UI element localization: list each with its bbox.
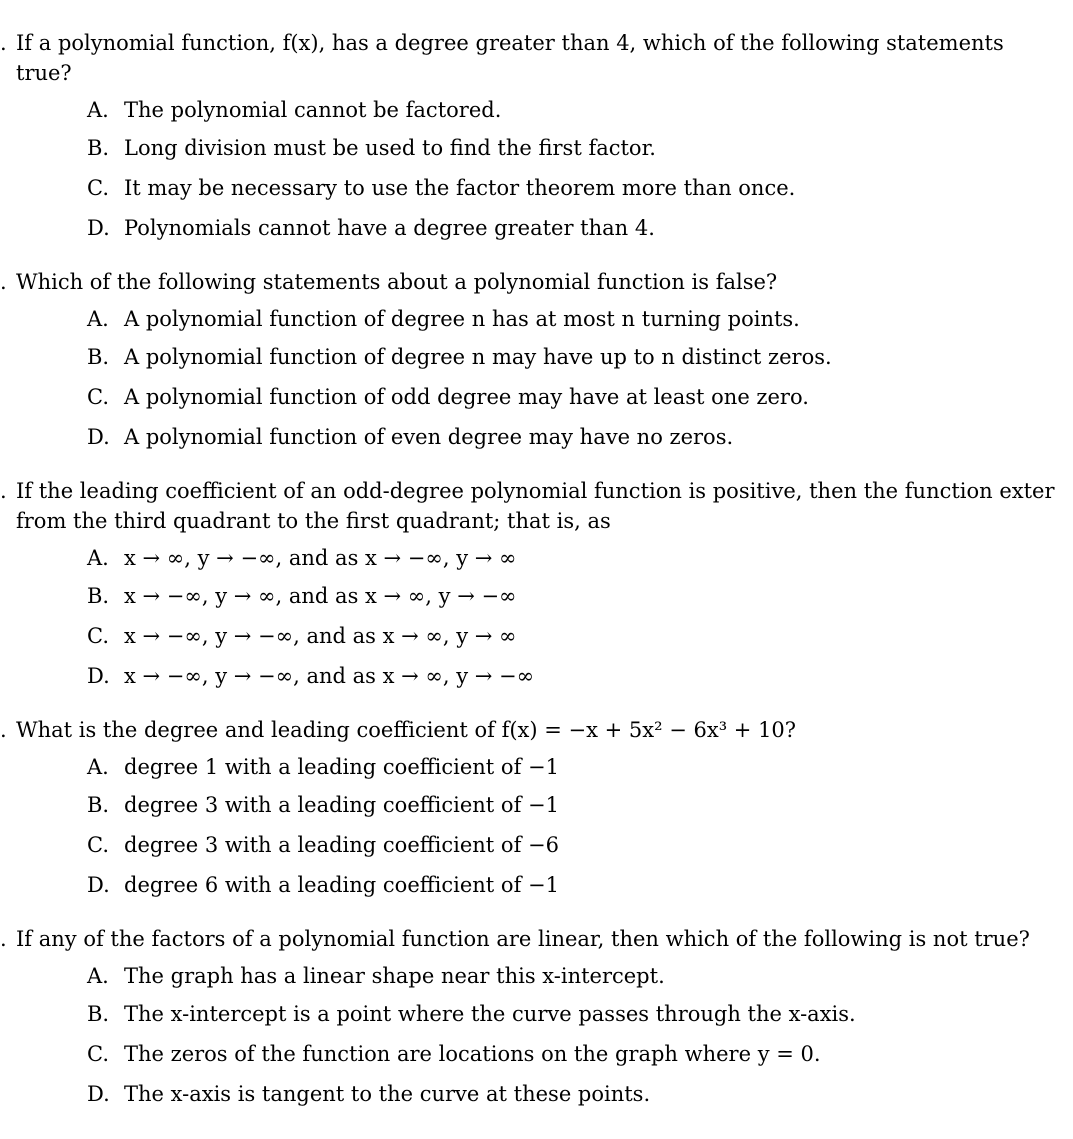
choice-text: A polynomial function of even degree may have no zeros. bbox=[124, 425, 734, 449]
question-stem bbox=[0, 28, 1073, 58]
choice-letter: D. bbox=[87, 873, 110, 897]
choice-letter: C. bbox=[87, 624, 109, 648]
question-number: . bbox=[0, 718, 7, 742]
choice-letter: A. bbox=[87, 546, 109, 570]
choice-d bbox=[0, 1074, 1073, 1114]
question-4 bbox=[0, 715, 1073, 905]
choice-c bbox=[0, 1034, 1073, 1074]
question-text: What is the degree and leading coefficient of f(x) = −x + 5x² − 6x³ + 10? bbox=[16, 718, 797, 742]
choice-letter: A. bbox=[87, 98, 109, 122]
choice-c bbox=[0, 825, 1073, 865]
choice-letter: C. bbox=[87, 833, 109, 857]
question-text: Which of the following statements about a polynomial function is false? bbox=[16, 270, 778, 294]
question-number: . bbox=[0, 270, 7, 294]
choice-text: degree 3 with a leading coefficient of −6 bbox=[124, 833, 559, 857]
choice-letter: C. bbox=[87, 1042, 109, 1066]
question-text: If a polynomial function, f(x), has a degree greater than 4, which of the following statements bbox=[16, 31, 1004, 55]
choice-text: x → ∞, y → −∞, and as x → −∞, y → ∞ bbox=[124, 546, 517, 570]
choice-b bbox=[0, 994, 1073, 1034]
answer-choices bbox=[0, 297, 1073, 457]
choice-b bbox=[0, 337, 1073, 377]
choice-c bbox=[0, 616, 1073, 656]
choice-a bbox=[0, 745, 1073, 785]
choice-text: x → −∞, y → ∞, and as x → ∞, y → −∞ bbox=[124, 584, 517, 608]
question-stem bbox=[0, 924, 1073, 954]
choice-letter: A. bbox=[87, 755, 109, 779]
answer-choices bbox=[0, 88, 1073, 248]
question-text: If the leading coefficient of an odd-degree polynomial function is positive, then the function exter bbox=[16, 479, 1055, 503]
choice-d bbox=[0, 865, 1073, 905]
choice-text: The x-axis is tangent to the curve at these points. bbox=[124, 1082, 651, 1106]
question-number: . bbox=[0, 479, 7, 503]
choice-text: degree 3 with a leading coefficient of −1 bbox=[124, 793, 559, 817]
choice-letter: A. bbox=[87, 307, 109, 331]
choice-d bbox=[0, 417, 1073, 457]
choice-text: A polynomial function of degree n has at most n turning points. bbox=[124, 307, 800, 331]
choice-text: degree 1 with a leading coefficient of −1 bbox=[124, 755, 559, 779]
question-1 bbox=[0, 28, 1073, 248]
choice-b bbox=[0, 576, 1073, 616]
choice-letter: B. bbox=[87, 136, 110, 160]
choice-c bbox=[0, 168, 1073, 208]
choice-letter: B. bbox=[87, 584, 110, 608]
choice-text: A polynomial function of odd degree may have at least one zero. bbox=[124, 385, 809, 409]
choice-text: x → −∞, y → −∞, and as x → ∞, y → ∞ bbox=[124, 624, 517, 648]
question-text: If any of the factors of a polynomial function are linear, then which of the following is not true? bbox=[16, 927, 1030, 951]
choice-letter: D. bbox=[87, 425, 110, 449]
choice-letter: A. bbox=[87, 964, 109, 988]
choice-a bbox=[0, 88, 1073, 128]
choice-letter: C. bbox=[87, 385, 109, 409]
choice-a bbox=[0, 954, 1073, 994]
choice-text: The zeros of the function are locations on the graph where y = 0. bbox=[124, 1042, 821, 1066]
question-5 bbox=[0, 924, 1073, 1114]
question-number: . bbox=[0, 927, 7, 951]
choice-letter: B. bbox=[87, 345, 110, 369]
choice-text: The x-intercept is a point where the curve passes through the x-axis. bbox=[124, 1002, 856, 1026]
choice-text: A polynomial function of degree n may have up to n distinct zeros. bbox=[124, 345, 832, 369]
answer-choices bbox=[0, 536, 1073, 696]
choice-b bbox=[0, 128, 1073, 168]
choice-text: Polynomials cannot have a degree greater than 4. bbox=[124, 216, 655, 240]
question-stem bbox=[0, 715, 1073, 745]
choice-text: The graph has a linear shape near this x-intercept. bbox=[124, 964, 665, 988]
question-number: . bbox=[0, 31, 7, 55]
choice-text: It may be necessary to use the factor theorem more than once. bbox=[124, 176, 796, 200]
choice-d bbox=[0, 208, 1073, 248]
question-stem bbox=[0, 476, 1073, 506]
choice-letter: D. bbox=[87, 216, 110, 240]
choice-text: degree 6 with a leading coefficient of −1 bbox=[124, 873, 559, 897]
choice-text: x → −∞, y → −∞, and as x → ∞, y → −∞ bbox=[124, 664, 535, 688]
question-stem bbox=[0, 267, 1073, 297]
choice-b bbox=[0, 785, 1073, 825]
choice-a bbox=[0, 536, 1073, 576]
choice-letter: D. bbox=[87, 1082, 110, 1106]
choice-a bbox=[0, 297, 1073, 337]
question-text-continued: true? bbox=[16, 61, 72, 85]
choice-text: Long division must be used to find the first factor. bbox=[124, 136, 656, 160]
choice-text: The polynomial cannot be factored. bbox=[124, 98, 502, 122]
question-text-continued: from the third quadrant to the first quadrant; that is, as bbox=[16, 509, 611, 533]
answer-choices bbox=[0, 745, 1073, 905]
question-2 bbox=[0, 267, 1073, 457]
choice-letter: D. bbox=[87, 664, 110, 688]
question-3 bbox=[0, 476, 1073, 696]
choice-letter: B. bbox=[87, 1002, 110, 1026]
choice-letter: C. bbox=[87, 176, 109, 200]
choice-d bbox=[0, 656, 1073, 696]
answer-choices bbox=[0, 954, 1073, 1114]
choice-letter: B. bbox=[87, 793, 110, 817]
choice-c bbox=[0, 377, 1073, 417]
